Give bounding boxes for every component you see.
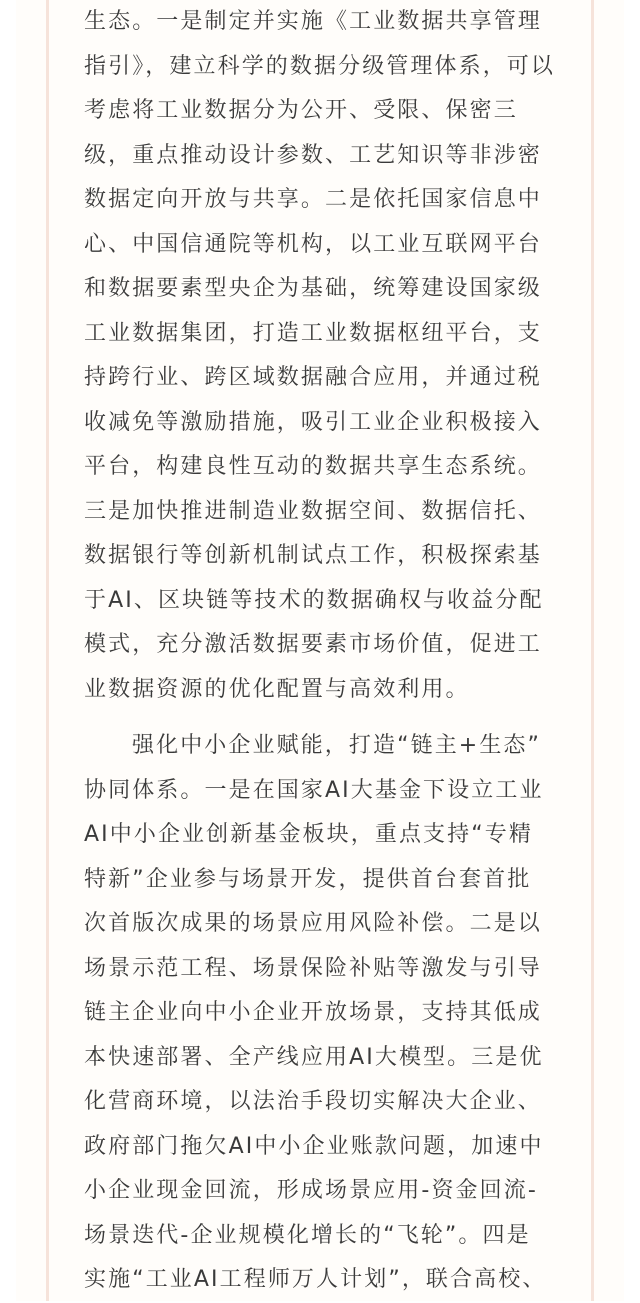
text-line-indented: 强化中小企业赋能，打造“链主+生态” <box>132 733 542 758</box>
text-line: 生态。一是制定并实施《工业数据共享管理 <box>84 9 542 34</box>
text-line: 模式，充分激活数据要素市场价值，促进工 <box>84 632 542 657</box>
text-line: 数据银行等创新机制试点工作，积极探索基 <box>84 543 542 568</box>
text-line: 平台，构建良性互动的数据共享生态系统。 <box>84 454 542 479</box>
right-decorative-border <box>591 0 594 1301</box>
text-line: 收减免等激励措施，吸引工业企业积极接入 <box>84 409 542 435</box>
text-line: 和数据要素型央企为基础，统筹建设国家级 <box>84 276 542 301</box>
text-line: 次首版次成果的场景应用风险补偿。二是以 <box>84 911 542 936</box>
text-line: 数据定向开放与共享。二是依托国家信息中 <box>84 187 542 212</box>
text-line: 化营商环境，以法治手段切实解决大企业、 <box>84 1089 542 1114</box>
text-line: 场景示范工程、场景保险补贴等激发与引导 <box>84 955 542 981</box>
text-line: 特新”企业参与场景开发，提供首台套首批 <box>84 866 532 892</box>
paragraph-sme-empowerment <box>84 724 560 1303</box>
text-line: 协同体系。一是在国家AI大基金下设立工业 <box>84 777 544 803</box>
text-line: 实施“工业AI工程师万人计划”，联合高校、 <box>84 1267 547 1292</box>
text-line: 级，重点推动设计参数、工艺知识等非涉密 <box>84 142 542 168</box>
text-line: 业数据资源的优化配置与高效利用。 <box>84 676 470 702</box>
text-line: 链主企业向中小企业开放场景，支持其低成 <box>84 1000 542 1025</box>
text-line: 指引》，建立科学的数据分级管理体系，可以 <box>84 53 556 79</box>
paragraph-data-sharing <box>84 0 560 712</box>
text-line: 三是加快推进制造业数据空间、数据信托、 <box>84 498 542 524</box>
text-line: 小企业现金回流，形成场景应用-资金回流- <box>84 1178 538 1203</box>
text-line: 场景迭代-企业规模化增长的“飞轮”。四是 <box>84 1222 531 1248</box>
text-line: 政府部门拖欠AI中小企业账款问题，加速中 <box>84 1133 544 1159</box>
text-line: 持跨行业、跨区域数据融合应用，并通过税 <box>84 365 542 390</box>
text-line: 于AI、区块链等技术的数据确权与收益分配 <box>84 587 544 613</box>
text-line: 工业数据集团，打造工业数据枢纽平台，支 <box>84 320 542 346</box>
article-body <box>84 0 560 1303</box>
text-line: 心、中国信通院等机构，以工业互联网平台 <box>84 231 542 257</box>
text-line: 本快速部署、全产线应用AI大模型。三是优 <box>84 1044 544 1070</box>
text-line: AI中小企业创新基金板块，重点支持“专精 <box>84 822 533 847</box>
text-line: 考虑将工业数据分为公开、受限、保密三 <box>84 98 518 123</box>
left-decorative-border <box>46 0 49 1301</box>
